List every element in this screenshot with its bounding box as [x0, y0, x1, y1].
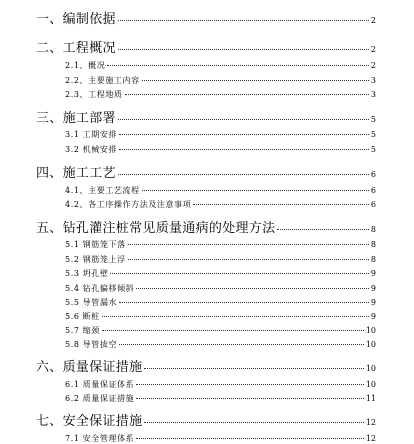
toc-entry-page: 12	[365, 434, 376, 443]
toc-leader-dots	[119, 149, 369, 150]
toc-entry-page: 9	[370, 284, 376, 293]
toc-leader-dots	[136, 288, 369, 289]
toc-entry-title: 5.2 钢筋笼上浮	[65, 255, 126, 264]
toc-leader-dots	[118, 49, 369, 50]
toc-entry-page: 2	[370, 16, 376, 25]
toc-entry-title: 4.1、主要工艺流程	[65, 186, 140, 195]
toc-entry-page: 2	[370, 61, 376, 70]
toc-entry-page: 12	[365, 418, 376, 427]
toc-entry-title: 五、钻孔灌注桩常见质量通病的处理方法	[36, 221, 276, 236]
toc-entry[interactable]	[0, 339, 414, 350]
toc-entry-page: 3	[370, 90, 376, 99]
toc-leader-dots	[193, 204, 369, 205]
toc-leader-dots	[128, 259, 369, 260]
toc-entry-page: 2	[370, 45, 376, 54]
toc-entry[interactable]	[0, 185, 414, 196]
toc-leader-dots	[119, 344, 364, 345]
toc-entry[interactable]	[0, 393, 414, 404]
toc-entry-title: 2.2、主要施工内容	[65, 76, 140, 85]
toc-entry-title: 4.2、各工序操作方法及注意事项	[65, 200, 192, 209]
toc-entry[interactable]	[0, 129, 414, 140]
toc-entry-page: 3	[370, 76, 376, 85]
toc-entry-page: 8	[370, 225, 376, 234]
toc-leader-dots	[277, 229, 369, 230]
toc-entry-page: 10	[365, 326, 376, 335]
toc-entry[interactable]	[0, 107, 414, 126]
toc-entry-page: 11	[365, 394, 376, 403]
toc-entry-title: 5.8 导管拔空	[65, 340, 118, 349]
toc-entry[interactable]	[0, 433, 414, 444]
toc-leader-dots	[125, 94, 369, 95]
toc-entry-page: 9	[370, 312, 376, 321]
toc-entry-page: 8	[370, 255, 376, 264]
toc-entry-page: 10	[365, 340, 376, 349]
toc-entry-page: 10	[365, 380, 376, 389]
toc-entry-page: 6	[370, 186, 376, 195]
toc-entry-page: 6	[370, 170, 376, 179]
toc-leader-dots	[107, 65, 369, 66]
toc-leader-dots	[136, 384, 364, 385]
toc-leader-dots	[119, 302, 369, 303]
toc-entry-page: 9	[370, 298, 376, 307]
toc-entry-title: 5.4 钻孔偏移倾斜	[65, 284, 135, 293]
toc-leader-dots	[144, 422, 363, 423]
toc-entry[interactable]	[0, 254, 414, 265]
toc-entry[interactable]	[0, 217, 414, 236]
toc-entry-title: 四、施工工艺	[36, 166, 116, 181]
toc-entry-page: 5	[370, 145, 376, 154]
toc-leader-dots	[142, 80, 369, 81]
toc-entry-page: 10	[365, 364, 376, 373]
toc-leader-dots	[118, 119, 369, 120]
toc-entry[interactable]	[0, 8, 414, 27]
toc-entry-title: 2.1、概况	[65, 61, 106, 70]
toc-entry[interactable]	[0, 37, 414, 56]
toc-entry-title: 6.1 质量保证体系	[65, 380, 135, 389]
toc-entry[interactable]	[0, 379, 414, 390]
toc-entry[interactable]	[0, 410, 414, 429]
toc-leader-dots	[128, 244, 369, 245]
toc-leader-dots	[144, 368, 363, 369]
toc-entry[interactable]	[0, 162, 414, 181]
toc-entry-page: 5	[370, 115, 376, 124]
toc-leader-dots	[102, 316, 369, 317]
toc-entry-title: 七、安全保证措施	[36, 414, 143, 429]
toc-entry[interactable]	[0, 283, 414, 294]
toc-entry-title: 六、质量保证措施	[36, 360, 143, 375]
toc-entry[interactable]	[0, 144, 414, 155]
toc-entry-title: 3.1 工期安排	[65, 130, 118, 139]
toc-entry-title: 5.7 缩颈	[65, 326, 100, 335]
toc-entry-title: 3.2 机械安排	[65, 145, 118, 154]
toc-entry[interactable]	[0, 297, 414, 308]
toc-entry-title: 三、施工部署	[36, 111, 116, 126]
toc-entry-title: 6.2 质量保证措施	[65, 394, 135, 403]
toc-entry-title: 7.1 安全管理体系	[65, 434, 135, 443]
toc-leader-dots	[102, 330, 364, 331]
toc-entry-title: 5.1 钢筋笼下落	[65, 240, 126, 249]
toc-entry[interactable]	[0, 356, 414, 375]
toc-entry[interactable]	[0, 75, 414, 86]
toc-entry-title: 2.3、工程地质	[65, 90, 123, 99]
toc-entry-page: 6	[370, 200, 376, 209]
toc-entry-page: 9	[370, 269, 376, 278]
toc-entry-title: 5.6 断桩	[65, 312, 100, 321]
toc-entry[interactable]	[0, 239, 414, 250]
toc-entry[interactable]	[0, 311, 414, 322]
toc-leader-dots	[118, 174, 369, 175]
toc-leader-dots	[118, 20, 369, 21]
toc-entry[interactable]	[0, 325, 414, 336]
toc-leader-dots	[142, 190, 369, 191]
toc-entry[interactable]	[0, 60, 414, 71]
toc-entry-page: 8	[370, 240, 376, 249]
toc-leader-dots	[119, 134, 369, 135]
toc-entry[interactable]	[0, 89, 414, 100]
toc-entry-page: 5	[370, 130, 376, 139]
toc-leader-dots	[136, 438, 364, 439]
toc-entry-title: 5.5 导管漏水	[65, 298, 118, 307]
toc-entry-title: 一、编制依据	[36, 12, 116, 27]
toc-leader-dots	[110, 273, 368, 274]
toc-entry-title: 二、工程概况	[36, 41, 116, 56]
toc-leader-dots	[136, 398, 364, 399]
toc-entry[interactable]	[0, 199, 414, 210]
toc-entry-title: 5.3 坍孔壁	[65, 269, 109, 278]
toc-entry[interactable]	[0, 268, 414, 279]
